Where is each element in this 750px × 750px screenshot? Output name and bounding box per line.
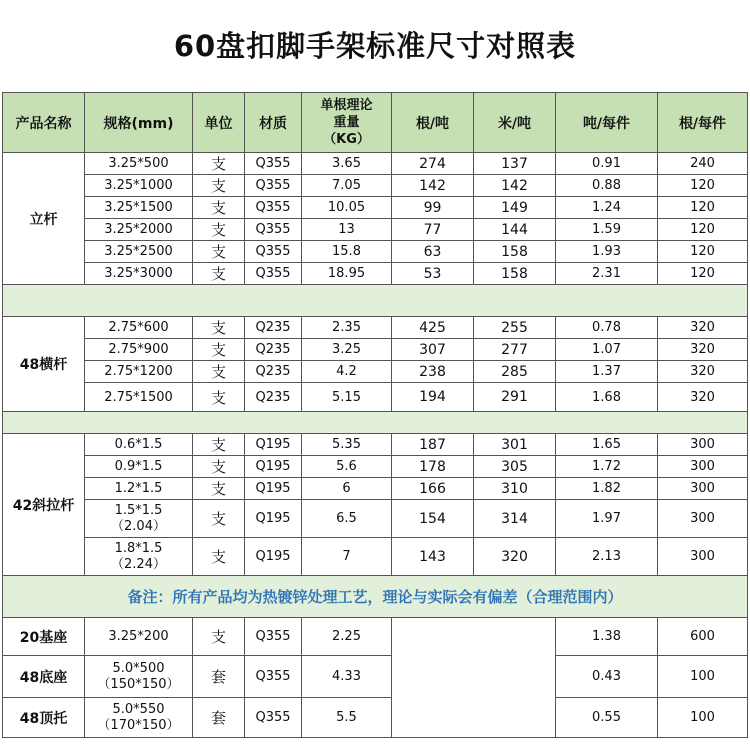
pcs-per-piece-cell: 300 (658, 456, 748, 478)
weight-cell: 13 (302, 219, 392, 241)
m-per-ton-cell: 149 (474, 197, 556, 219)
pcs-per-ton-cell: 307 (392, 339, 474, 361)
spec-cell (85, 618, 193, 656)
pcs-per-piece-cell: 300 (658, 434, 748, 456)
pcs-per-piece-cell: 100 (658, 698, 748, 738)
pcs-per-piece-cell: 100 (658, 656, 748, 698)
spec-cell (85, 478, 193, 500)
unit-cell: 支 (193, 618, 245, 656)
spec-cell (85, 698, 193, 738)
table-row (3, 478, 748, 500)
bases-group (3, 618, 748, 738)
material-cell: Q195 (245, 434, 302, 456)
spec-value: 0.6*1.5 (114, 437, 163, 452)
spec-value: 3.25*1500 (104, 200, 173, 215)
table-row (3, 263, 748, 285)
spec-cell (85, 538, 193, 576)
henggan-group (3, 317, 748, 412)
note-text: 备注：所有产品均为热镀锌处理工艺，理论与实际会有偏差（合理范围内） (3, 576, 748, 618)
m-per-ton-cell: 310 (474, 478, 556, 500)
table-row (3, 618, 748, 656)
product-name: 48横杆 (3, 317, 85, 412)
pcs-per-piece-cell: 120 (658, 175, 748, 197)
spec-value: 2.75*900 (108, 342, 169, 357)
spec-cell (85, 197, 193, 219)
header-weight-line2: 重量 (333, 115, 360, 130)
header-pcs-per-piece: 根/每件 (658, 93, 748, 153)
weight-cell: 3.25 (302, 339, 392, 361)
unit-cell: 支 (193, 456, 245, 478)
product-name: 20基座 (3, 618, 85, 656)
spec-value: 1.2*1.5 (114, 481, 163, 496)
material-cell: Q355 (245, 153, 302, 175)
material-cell: Q355 (245, 263, 302, 285)
m-per-ton-cell: 305 (474, 456, 556, 478)
ton-per-piece-cell: 1.24 (556, 197, 658, 219)
m-per-ton-cell: 142 (474, 175, 556, 197)
weight-cell: 4.2 (302, 361, 392, 383)
pcs-per-ton-cell: 274 (392, 153, 474, 175)
spec-cell (85, 153, 193, 175)
table-row (3, 383, 748, 412)
ton-per-piece-cell: 1.37 (556, 361, 658, 383)
spec-value: 1.5*1.5 (114, 502, 163, 518)
pcs-per-piece-cell: 120 (658, 219, 748, 241)
spec-value: 0.9*1.5 (114, 459, 163, 474)
weight-cell: 5.15 (302, 383, 392, 412)
ton-per-piece-cell: 1.65 (556, 434, 658, 456)
unit-cell: 支 (193, 219, 245, 241)
spec-cell (85, 361, 193, 383)
ton-per-piece-cell: 1.38 (556, 618, 658, 656)
weight-cell: 5.5 (302, 698, 392, 738)
unit-cell: 支 (193, 361, 245, 383)
header-weight-line3: （KG） (323, 132, 370, 147)
separator-row (3, 412, 748, 434)
material-cell: Q355 (245, 241, 302, 263)
unit-cell: 支 (193, 153, 245, 175)
table-row (3, 456, 748, 478)
pcs-per-ton-cell: 142 (392, 175, 474, 197)
ton-per-piece-cell: 0.88 (556, 175, 658, 197)
spec-value: 3.25*500 (108, 156, 169, 171)
spec-cell (85, 383, 193, 412)
table-row (3, 434, 748, 456)
table-row (3, 698, 748, 738)
ton-per-piece-cell: 0.78 (556, 317, 658, 339)
spec-value: 2.75*600 (108, 320, 169, 335)
pcs-per-piece-cell: 120 (658, 241, 748, 263)
m-per-ton-cell: 277 (474, 339, 556, 361)
weight-cell: 4.33 (302, 656, 392, 698)
m-per-ton-cell: 255 (474, 317, 556, 339)
material-cell: Q355 (245, 618, 302, 656)
table-row (3, 241, 748, 263)
header-ton-per-piece: 吨/每件 (556, 93, 658, 153)
note-row (3, 576, 748, 618)
spec-value: 5.0*500 (112, 660, 165, 676)
pcs-per-piece-cell: 320 (658, 317, 748, 339)
material-cell: Q195 (245, 538, 302, 576)
ton-per-piece-cell: 2.31 (556, 263, 658, 285)
ton-per-piece-cell: 1.82 (556, 478, 658, 500)
unit-cell: 支 (193, 383, 245, 412)
material-cell: Q235 (245, 361, 302, 383)
header-material: 材质 (245, 93, 302, 153)
material-cell: Q195 (245, 456, 302, 478)
pcs-per-ton-cell: 166 (392, 478, 474, 500)
ton-per-piece-cell: 1.72 (556, 456, 658, 478)
unit-cell: 支 (193, 175, 245, 197)
pcs-per-piece-cell: 320 (658, 339, 748, 361)
spec-cell (85, 500, 193, 538)
spec-cell (85, 656, 193, 698)
ton-per-piece-cell: 0.91 (556, 153, 658, 175)
spec-secondary: （2.04） (111, 518, 166, 534)
weight-cell: 15.8 (302, 241, 392, 263)
m-per-ton-cell: 301 (474, 434, 556, 456)
ton-per-piece-cell: 0.55 (556, 698, 658, 738)
header-row (3, 93, 748, 153)
header-weight (302, 93, 392, 153)
weight-cell: 6.5 (302, 500, 392, 538)
spec-value: 3.25*3000 (104, 266, 173, 281)
header-spec: 规格(mm) (85, 93, 193, 153)
spec-cell (85, 434, 193, 456)
pcs-per-ton-cell: 154 (392, 500, 474, 538)
spec-value: 3.25*1000 (104, 178, 173, 193)
ton-per-piece-cell: 1.93 (556, 241, 658, 263)
pcs-per-piece-cell: 320 (658, 361, 748, 383)
weight-cell: 5.35 (302, 434, 392, 456)
table-row (3, 361, 748, 383)
pcs-per-ton-cell: 178 (392, 456, 474, 478)
m-per-ton-cell: 291 (474, 383, 556, 412)
spec-value: 2.75*1500 (104, 389, 173, 405)
pcs-per-ton-cell: 77 (392, 219, 474, 241)
spec-value: 3.25*2000 (104, 222, 173, 237)
material-cell: Q355 (245, 219, 302, 241)
xielagan-group (3, 434, 748, 576)
separator-row (3, 285, 748, 317)
ton-per-piece-cell: 0.43 (556, 656, 658, 698)
spec-cell (85, 241, 193, 263)
pcs-per-piece-cell: 120 (658, 263, 748, 285)
material-cell: Q235 (245, 317, 302, 339)
spec-cell (85, 339, 193, 361)
pcs-per-ton-cell: 425 (392, 317, 474, 339)
pcs-per-piece-cell: 120 (658, 197, 748, 219)
m-per-ton-cell: 285 (474, 361, 556, 383)
m-per-ton-cell: 144 (474, 219, 556, 241)
material-cell: Q195 (245, 478, 302, 500)
pcs-per-piece-cell: 320 (658, 383, 748, 412)
table-row (3, 153, 748, 175)
unit-cell: 支 (193, 339, 245, 361)
unit-cell: 支 (193, 434, 245, 456)
spec-cell (85, 219, 193, 241)
material-cell: Q355 (245, 698, 302, 738)
header-weight-line1: 单根理论 (320, 98, 373, 113)
table-row (3, 175, 748, 197)
ton-per-piece-cell: 2.13 (556, 538, 658, 576)
m-per-ton-cell: 137 (474, 153, 556, 175)
weight-cell: 2.25 (302, 618, 392, 656)
pcs-per-ton-cell: 53 (392, 263, 474, 285)
weight-cell: 7 (302, 538, 392, 576)
unit-cell: 支 (193, 317, 245, 339)
table-row (3, 219, 748, 241)
spec-table (2, 92, 748, 738)
m-per-ton-cell: 314 (474, 500, 556, 538)
product-name: 42斜拉杆 (3, 434, 85, 576)
spec-secondary: （170*150） (97, 717, 180, 733)
header-m-per-ton: 米/吨 (474, 93, 556, 153)
table-row (3, 339, 748, 361)
header-unit: 单位 (193, 93, 245, 153)
unit-cell: 支 (193, 197, 245, 219)
ton-per-piece-cell: 1.97 (556, 500, 658, 538)
table-row (3, 197, 748, 219)
header-name: 产品名称 (3, 93, 85, 153)
material-cell: Q235 (245, 383, 302, 412)
ligan-group (3, 153, 748, 285)
unit-cell: 支 (193, 263, 245, 285)
spec-cell (85, 175, 193, 197)
material-cell: Q355 (245, 656, 302, 698)
material-cell: Q355 (245, 175, 302, 197)
unit-cell: 支 (193, 538, 245, 576)
table-row (3, 317, 748, 339)
m-per-ton-cell: 158 (474, 263, 556, 285)
pcs-per-piece-cell: 300 (658, 538, 748, 576)
pcs-per-ton-cell: 187 (392, 434, 474, 456)
unit-cell: 支 (193, 478, 245, 500)
empty-cell (392, 618, 556, 738)
spec-secondary: （150*150） (97, 676, 180, 692)
weight-cell: 7.05 (302, 175, 392, 197)
weight-cell: 18.95 (302, 263, 392, 285)
table-row (3, 656, 748, 698)
pcs-per-piece-cell: 240 (658, 153, 748, 175)
m-per-ton-cell: 158 (474, 241, 556, 263)
unit-cell: 套 (193, 698, 245, 738)
product-name: 立杆 (3, 153, 85, 285)
spec-secondary: （2.24） (111, 556, 166, 572)
pcs-per-piece-cell: 300 (658, 500, 748, 538)
ton-per-piece-cell: 1.68 (556, 383, 658, 412)
table-row (3, 538, 748, 576)
spec-value: 3.25*2500 (104, 244, 173, 259)
pcs-per-piece-cell: 300 (658, 478, 748, 500)
unit-cell: 支 (193, 241, 245, 263)
pcs-per-ton-cell: 194 (392, 383, 474, 412)
unit-cell: 套 (193, 656, 245, 698)
pcs-per-ton-cell: 99 (392, 197, 474, 219)
weight-cell: 2.35 (302, 317, 392, 339)
table-row (3, 500, 748, 538)
spec-value: 5.0*550 (112, 701, 165, 717)
spec-cell (85, 263, 193, 285)
material-cell: Q355 (245, 197, 302, 219)
product-name: 48顶托 (3, 698, 85, 738)
weight-cell: 5.6 (302, 456, 392, 478)
spec-cell (85, 456, 193, 478)
weight-cell: 10.05 (302, 197, 392, 219)
weight-cell: 3.65 (302, 153, 392, 175)
unit-cell: 支 (193, 500, 245, 538)
weight-cell: 6 (302, 478, 392, 500)
material-cell: Q235 (245, 339, 302, 361)
spec-value: 2.75*1200 (104, 364, 173, 379)
ton-per-piece-cell: 1.59 (556, 219, 658, 241)
pcs-per-ton-cell: 143 (392, 538, 474, 576)
pcs-per-ton-cell: 63 (392, 241, 474, 263)
header-pcs-per-ton: 根/吨 (392, 93, 474, 153)
spec-cell (85, 317, 193, 339)
m-per-ton-cell: 320 (474, 538, 556, 576)
pcs-per-ton-cell: 238 (392, 361, 474, 383)
page-title: 60盘扣脚手架标准尺寸对照表 (173, 29, 577, 63)
spec-value: 3.25*200 (108, 629, 169, 644)
ton-per-piece-cell: 1.07 (556, 339, 658, 361)
spec-value: 1.8*1.5 (114, 540, 163, 556)
pcs-per-piece-cell: 600 (658, 618, 748, 656)
material-cell: Q195 (245, 500, 302, 538)
product-name: 48底座 (3, 656, 85, 698)
